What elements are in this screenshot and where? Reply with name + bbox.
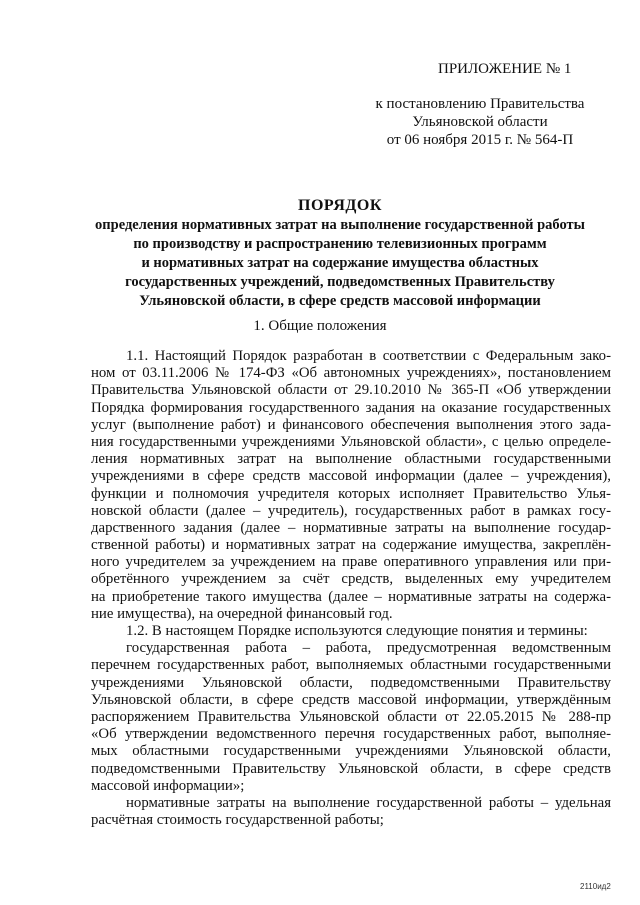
paragraph-line: «Об утверждении ведомственного перечня государственных работ, выполняе-: [91, 726, 611, 743]
paragraph-line: ние имущества), на очередной финансовый год.: [91, 605, 393, 622]
paragraph-line: подведомственными Правительству Ульяновской области, в сфере средств: [91, 760, 611, 777]
paragraph-line: государственная работа – работа, предусмотренная ведомственным: [126, 640, 611, 657]
paragraph-line: Порядка формирования государственного задания на оказание государственных: [91, 399, 611, 416]
paragraph-line: перечнем государственных работ, выполняемых областными государственными: [91, 657, 611, 674]
paragraph-line: дарственного задания (далее – нормативные затраты на выполнение государ-: [91, 519, 611, 536]
paragraph-line: ния государственными учреждениями Ульяновской области», с целью определе-: [91, 433, 611, 450]
title-line: государственных учреждений, подведомственных Правительству: [125, 274, 555, 290]
paragraph-line: 1.1. Настоящий Порядок разработан в соответствии с Федеральным зако-: [126, 348, 611, 364]
title-line: по производству и распространению телевизионных программ: [133, 236, 547, 252]
document-title: [70, 196, 610, 311]
document-code: 2110ид2: [580, 882, 611, 891]
decree-line: Ульяновской области: [412, 114, 548, 130]
title-line: Ульяновской области, в сфере средств массовой информации: [139, 293, 541, 309]
paragraph-line: на приобретение такого имущества (далее – нормативные затраты на содержа-: [91, 588, 611, 605]
title-line: и нормативных затрат на содержание имущества областных: [141, 255, 539, 271]
title-line: определения нормативных затрат на выполнение государственной работы: [95, 217, 585, 233]
title-main: ПОРЯДОК: [298, 197, 382, 214]
paragraph-line: ления нормативных затрат на выполнение областными государственными: [91, 451, 611, 468]
paragraph-line: услуг (выполнение работ) и финансового обеспечения выполнения этого зада-: [91, 416, 611, 433]
decree-line: от 06 ноября 2015 г. № 564-П: [386, 132, 574, 148]
paragraph-line: обретённого учреждением за счёт средств, выделенных ему учредителем: [91, 571, 611, 588]
paragraph-line: Ульяновской области, в сфере средств массовой информации, утверждённым: [91, 691, 611, 708]
appendix-label: ПРИЛОЖЕНИЕ № 1: [438, 61, 572, 77]
paragraph-line: ного учредителем за учреждением на праве оперативного управления или при-: [91, 554, 611, 571]
paragraph-line: Правительства Ульяновской области от 29.10.2010 № 365-П «Об утверждении: [91, 382, 611, 399]
document-body: [91, 348, 611, 829]
paragraph-line: мых областными государственными учреждениями Ульяновской области,: [91, 743, 611, 760]
paragraph-line: ном от 03.11.2006 № 174-ФЗ «Об автономных учреждениях», постановлением: [91, 365, 611, 382]
paragraph-line: распоряжением Правительства Ульяновской области от 22.05.2015 № 288-пр: [91, 708, 611, 725]
decree-line: к постановлению Правительства: [375, 96, 585, 112]
paragraph-line: функции и полномочия учредителя которых исполняет Правительство Улья-: [91, 485, 611, 502]
paragraph-line: расчётная стоимость государственной работы;: [91, 812, 384, 829]
paragraph-line: 1.2. В настоящем Порядке используются следующие понятия и термины:: [126, 623, 588, 639]
paragraph-line: новской области (далее – учредитель), государственных работ в рамках госу-: [91, 502, 611, 519]
paragraph-line: ственной работы) и нормативных затрат на содержание имущества, закреплён-: [91, 537, 611, 554]
paragraph-line: нормативные затраты на выполнение государственной работы – удельная: [126, 794, 611, 811]
paragraph-line: учреждениями Ульяновской области, подведомственными Правительству: [91, 674, 611, 691]
paragraph-line: массовой информации»;: [91, 777, 245, 794]
paragraph-line: учреждениями в сфере средств массовой информации (далее – учреждения),: [91, 468, 611, 485]
decree-reference: [350, 95, 610, 149]
section-heading: 1. Общие положения: [253, 318, 387, 334]
